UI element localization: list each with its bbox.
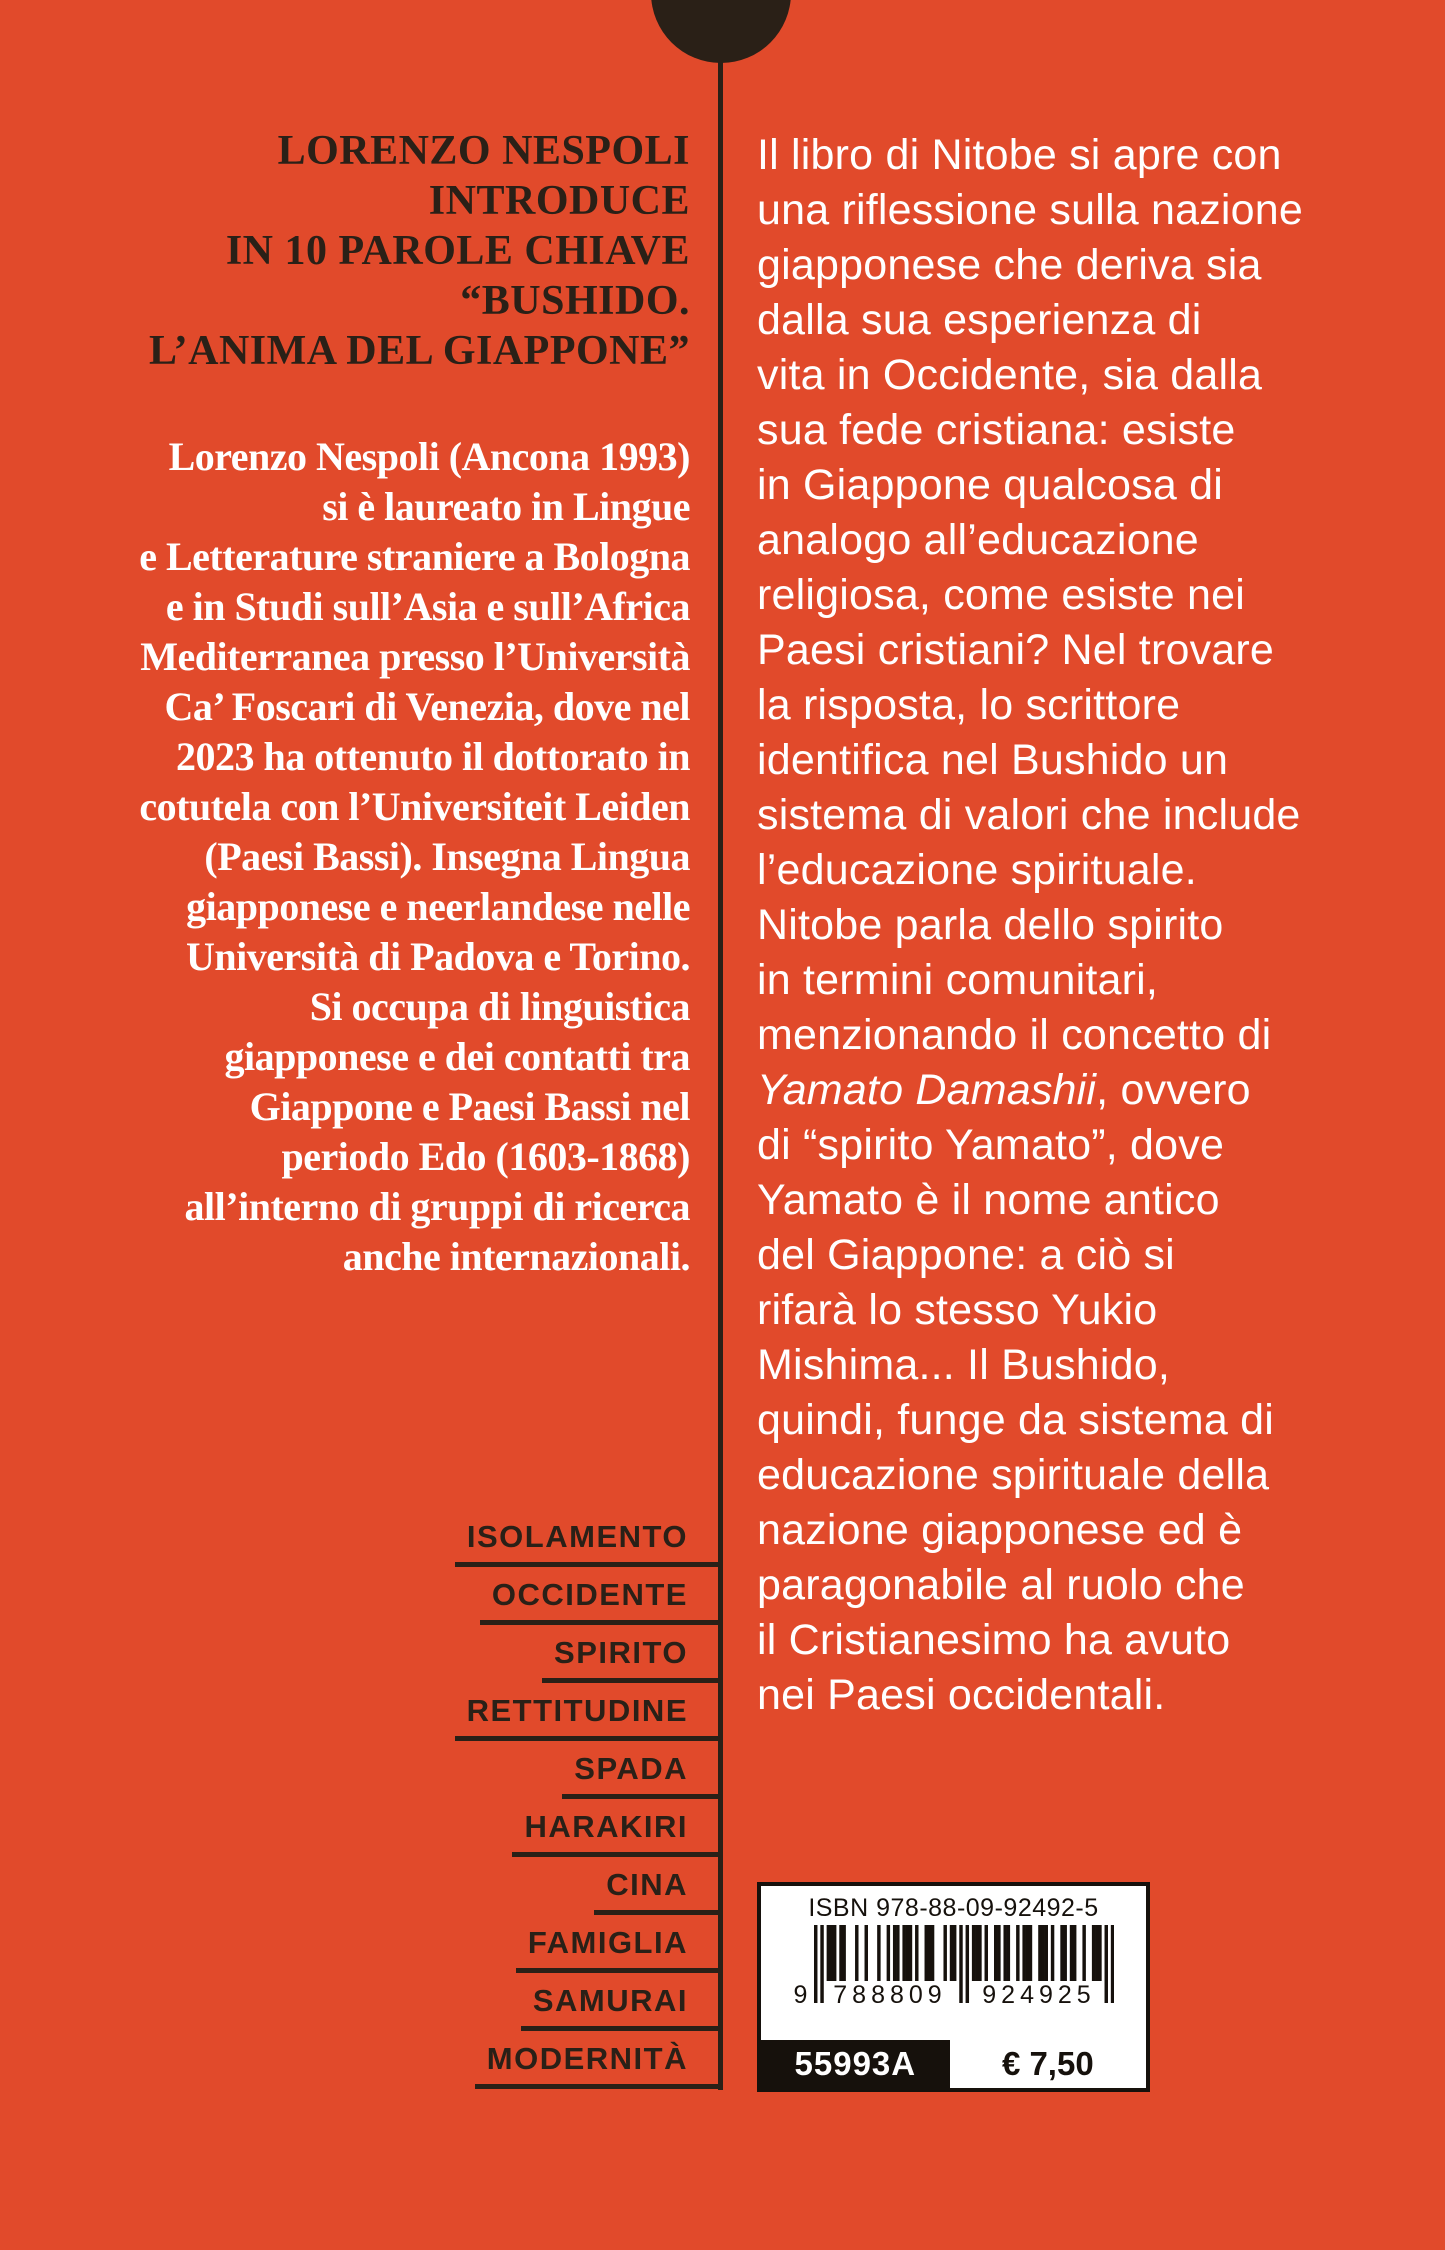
blurb-line: dalla sua esperienza di (757, 296, 1202, 344)
keyword-row (455, 2031, 718, 2089)
blurb-line: sistema di valori che include (757, 791, 1301, 839)
heading-line: LORENZO NESPOLI (277, 128, 690, 174)
keyword-label: HARAKIRI (512, 1809, 718, 1857)
price-label: € 7,50 (950, 2040, 1146, 2088)
blurb-line: nei Paesi occidentali. (757, 1671, 1166, 1719)
bio-line: Giappone e Paesi Bassi nel (249, 1084, 690, 1129)
keyword-row (455, 1915, 718, 1973)
blurb-line: giapponese che deriva sia (757, 241, 1262, 289)
blurb-line: menzionando il concetto di (757, 1011, 1272, 1059)
bio-line: giapponese e dei contatti tra (224, 1034, 690, 1079)
isbn-box (757, 1882, 1150, 2092)
blurb-line: Nitobe parla dello spirito (757, 901, 1224, 949)
keyword-row (455, 1799, 718, 1857)
blurb-line: educazione spirituale della (757, 1451, 1270, 1499)
blurb-line: religiosa, come esiste nei (757, 571, 1245, 619)
barcode-digit-group: 788809 (833, 1981, 947, 2009)
bio-line: Ca’ Foscari di Venezia, dove nel (164, 684, 690, 729)
blurb-line: vita in Occidente, sia dalla (757, 351, 1263, 399)
blurb-line: nazione giapponese ed è (757, 1506, 1243, 1554)
bio-line: all’interno di gruppi di ricerca (184, 1184, 690, 1229)
bio-line: Mediterranea presso l’Università (140, 634, 690, 679)
blurb-line: di “spirito Yamato”, dove (757, 1121, 1225, 1169)
bio-line: cotutela con l’Universiteit Leiden (139, 784, 690, 829)
bio-line: si è laureato in Lingue (322, 484, 690, 529)
bio-line: (Paesi Bassi). Insegna Lingua (204, 834, 690, 879)
bio-line: Si occupa di linguistica (309, 984, 690, 1029)
bio-line: Lorenzo Nespoli (Ancona 1993) (168, 434, 690, 479)
blurb-line: quindi, funge da sistema di (757, 1396, 1274, 1444)
blurb-line: il Cristianesimo ha avuto (757, 1616, 1231, 1664)
heading-line: L’ANIMA DEL GIAPPONE” (148, 328, 690, 374)
cover-dot-ornament (651, 0, 791, 63)
blurb-line: in termini comunitari, (757, 956, 1159, 1004)
keyword-row (455, 1741, 718, 1799)
blurb-line: in Giappone qualcosa di (757, 461, 1223, 509)
keyword-list (455, 1509, 718, 2089)
keyword-row (455, 1625, 718, 1683)
keyword-label: SAMURAI (521, 1983, 718, 2031)
bio-line: e in Studi sull’Asia e sull’Africa (165, 584, 690, 629)
keyword-row (455, 1973, 718, 2031)
heading-line: IN 10 PAROLE CHIAVE (225, 228, 690, 274)
blurb-line: paragonabile al ruolo che (757, 1561, 1245, 1609)
bio-line: periodo Edo (1603-1868) (281, 1134, 690, 1179)
keyword-label: MODERNITÀ (475, 2041, 718, 2089)
barcode-digits (794, 1981, 1114, 2010)
barcode-digit-group: 9 (793, 1981, 808, 2009)
blurb-line: Paesi cristiani? Nel trovare (757, 626, 1275, 674)
bio-line: anche internazionali. (342, 1234, 690, 1279)
blurb-line: sua fede cristiana: esiste (757, 406, 1236, 454)
keyword-row (455, 1567, 718, 1625)
bio-line: giapponese e neerlandese nelle (186, 884, 690, 929)
bio-line: e Letterature straniere a Bologna (139, 534, 690, 579)
intro-heading (149, 126, 690, 376)
ean-barcode (794, 1925, 1114, 2033)
blurb-line: identifica nel Bushido un (757, 736, 1229, 784)
keyword-label: CINA (594, 1867, 718, 1915)
keyword-row (455, 1683, 718, 1741)
keyword-label: FAMIGLIA (516, 1925, 718, 1973)
author-bio (139, 432, 690, 1282)
book-blurb (757, 128, 1303, 1723)
blurb-line: Yamato è il nome antico (757, 1176, 1220, 1224)
blurb-line: Il libro di Nitobe si apre con (757, 131, 1282, 179)
price-strip (761, 2040, 1146, 2088)
blurb-line: Yamato Damashii, ovvero (757, 1066, 1251, 1114)
keyword-label: OCCIDENTE (480, 1577, 718, 1625)
keyword-label: SPADA (562, 1751, 718, 1799)
center-divider-line (718, 58, 723, 2090)
blurb-line: del Giappone: a ciò si (757, 1231, 1175, 1279)
blurb-line: Mishima... Il Bushido, (757, 1341, 1171, 1389)
isbn-label: ISBN 978-88-09-92492-5 (808, 1894, 1099, 1922)
bio-line: 2023 ha ottenuto il dottorato in (176, 734, 690, 779)
keyword-row (455, 1509, 718, 1567)
bio-line: Università di Padova e Torino. (186, 934, 690, 979)
blurb-line: la risposta, lo scrittore (757, 681, 1181, 729)
keyword-label: SPIRITO (542, 1635, 718, 1683)
keyword-label: RETTITUDINE (455, 1693, 718, 1741)
heading-line: “BUSHIDO. (460, 278, 690, 324)
blurb-line: rifarà lo stesso Yukio (757, 1286, 1158, 1334)
barcode-digit-group: 924925 (982, 1981, 1096, 2009)
edition-code: 55993A (761, 2040, 950, 2088)
blurb-line: analogo all’educazione (757, 516, 1199, 564)
blurb-line: l’educazione spirituale. (757, 846, 1197, 894)
keyword-row (455, 1857, 718, 1915)
heading-line: INTRODUCE (428, 178, 690, 224)
blurb-line: una riflessione sulla nazione (757, 186, 1304, 234)
keyword-label: ISOLAMENTO (455, 1519, 718, 1567)
